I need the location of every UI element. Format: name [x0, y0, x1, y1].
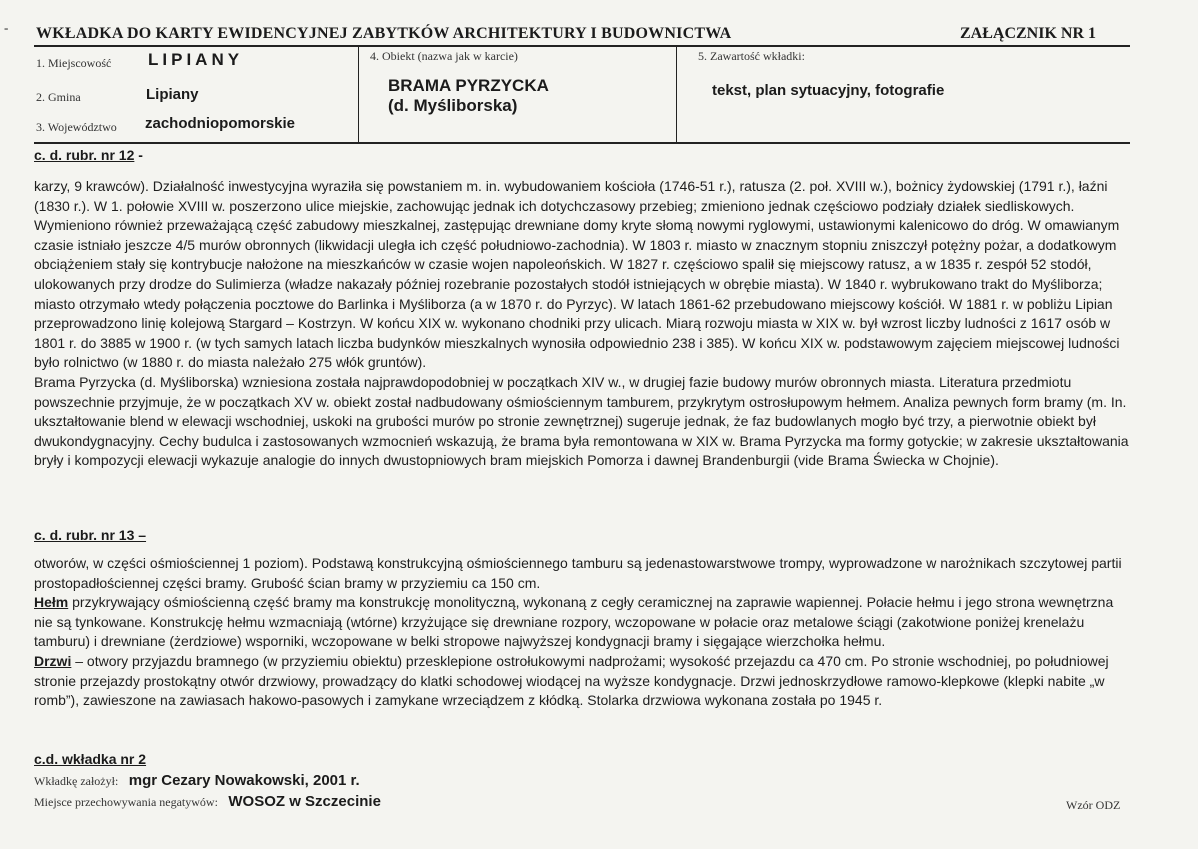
commune-value: Lipiany [146, 86, 199, 103]
contents-value: tekst, plan sytuacyjny, fotografie [712, 82, 945, 99]
voivodeship-label: 3. Województwo [36, 120, 117, 134]
helmet-paragraph [34, 593, 1132, 652]
section-12-heading-row [34, 147, 143, 163]
object-label: 4. Obiekt (nazwa jak w karcie) [370, 49, 518, 63]
doors-text: – otwory przyjazdu bramnego (w przyziemiu obiektu) przesklepione ostrołukowymi nadprożami; wysokość przejazdu ca 470 cm. Po stronie wschodniej, po południowej stronie przejazdy prostokątny otwór drzwiowy, prowadzący do klatki schodowej wiodącej na wyższe kondygnacje. Drzwi jednoskrzydłowe ramowo-klepkowe (klepki nabite „w romb”), zawieszone na zawiasach hakowo-pasowych i zamykane wrzeciądzem z kłódką. Stolarka drzwiowa wykonana została po 1945 r. [34, 652, 1109, 709]
annex-number: ZAŁĄCZNIK NR 1 [960, 25, 1097, 42]
continued-note: c.d. wkładka nr 2 [34, 751, 147, 767]
section-12-heading: c. d. rubr. nr 12 [34, 147, 135, 163]
helmet-text: przykrywający ośmiościenną część bramy ma konstrukcję monolityczną, wykonaną z cegły ceramicznej na zaprawie wapiennej. Połacie hełmu i jego strona wewnętrzna nie są tynkowane. Konstrukcję hełmu wzmacniają (wtórne) krzyżujące się drewniane rozpory, wczopowane w połacie oraz metalowe ściągi (zakotwione poniżej krenelażu tamburu) i drewniane (żerdziowe) wsporniki, wczopowane w belki stropowe najwyższej kondygnacji bramy i sięgające wierzchołka hełmu. [34, 594, 1114, 650]
header-divider-2 [676, 45, 677, 142]
author-label: Wkładkę założył: [34, 774, 119, 788]
section-13-heading: c. d. rubr. nr 13 – [34, 527, 147, 543]
section-12-heading-dash: - [134, 147, 143, 163]
contents-label: 5. Zawartość wkładki: [698, 49, 805, 63]
corner-mark: - [4, 20, 9, 35]
voivodeship-value: zachodniopomorskie [145, 115, 296, 132]
construction-paragraph: otworów, w części ośmiościennej 1 poziom). Podstawą konstrukcyjną ośmiościennego tamburu są jedenastowarstwowe trompy, wyprowadzone w narożnikach szczytowej partii prostopadłościennej części bramy. Grubość ścian bramy w przyziemiu ca 150 cm. [34, 555, 1122, 591]
header-divider-1 [358, 45, 359, 142]
doors-paragraph [34, 652, 1132, 711]
commune-label: 2. Gmina [36, 90, 81, 104]
history-paragraph: karzy, 9 krawców). Działalność inwestycyjna wyraziła się powstaniem m. in. wybudowaniem kościoła (1746-51 r.), ratusza (2. poł. XVIII w.), bożnicy żydowskiej (1791 r.), łaźni (1830 r.). W 1. połowie XVIII w. poszerzono ulice miejskie, zachowując jednak ich dotychczasowy przebieg; zmieniono jednak częściowo podziały działek siedliskowych. Wymieniono również przeważającą część zabudowy mieszkalnej, zastępując drewniane domy kryte słomą nowymi ryglowymi, ustawionymi kalenicowo do dróg. W omawianym czasie istniało jeszcze 4/5 murów obronnych (likwidacji uległa ich część południowo-zachodnia). W 1803 r. miasto w znacznym stopniu zniszczył potężny pożar, a dodatkowym obciążeniem stały się kontrybucje nałożone na mieszkańców w czasie wojen napoleońskich. W 1827 r. częściowo spalił się miejscowy ratusz, a w 1835 r. zespół 52 stodół, ulokowanych przy drodze do Sulimierza (władze nakazały później rozebranie pozostałych stodół istniejących w obrębie miasta). W 1840 r. wybrukowano trakt do Myśliborza; miasto otrzymało wtedy połączenia pocztowe do Barlinka i Myśliborza (a w 1870 r. do Pyrzyc). W latach 1861-62 przebudowano miejscowy kościół. W 1881 r. w pobliżu Lipian przeprowadzono linię kolejową Stargard – Kostrzyn. W końcu XIX w. wykonano chodniki przy ulicach. Miarą rozwoju miasta w XIX w. był wzrost liczby ludności z 1617 osób w 1801 r. do 3885 w 1900 r. (w tych samych latach liczba budynków mieszkalnych wynosiła odpowiednio 238 i 385). W końcu XIX w. podstawowym zajęciem miejscowej ludności było rolnictwo (w 1880 r. do miasta należało 275 włók gruntów). [34, 178, 1120, 371]
storage-row [34, 793, 381, 811]
locality-value: LIPIANY [148, 50, 244, 69]
form-template-label: Wzór ODZ [1066, 798, 1121, 812]
storage-label: Miejsce przechowywania negatywów: [34, 795, 218, 809]
author-value: mgr Cezary Nowakowski, 2001 r. [128, 772, 360, 789]
object-name: BRAMA PYRZYCKA [388, 76, 549, 95]
section-13-body [34, 554, 1132, 711]
locality-label: 1. Miejscowość [36, 56, 112, 70]
gate-description-paragraph: Brama Pyrzycka (d. Myśliborska) wzniesiona została najprawdopodobniej w początkach XIV w., w drugiej fazie budowy murów obronnych miasta. Literatura przedmiotu powszechnie przyjmuje, że w początkach XV w. obiekt został nadbudowany ośmiościennym tamburem, przykrytym ostrosłupowym hełmem. Analiza pewnych form bramy (m. In. ukształtowanie blend w elewacji wschodniej, uskoki na grubości murów po stronie zewnętrznej) sugeruje jednak, że faz budowlanych mogło być trzy, a pierwotnie obiekt był dwukondygnacyjny. Cechy budulca i zastosowanych wzmocnień wskazują, że brama była remontowana w XIX w. Brama Pyrzycka ma formy gotyckie; w zakresie ukształtowania bryły i kompozycji elewacji wykazuje analogie do innych dwustopniowych bram miejskich Pomorza i dawnej Brandenburgii (vide Brama Świecka w Chojnie). [34, 373, 1129, 469]
section-12-body [34, 177, 1132, 471]
header-bottom-rule [34, 142, 1130, 144]
object-former-name: (d. Myśliborska) [388, 96, 518, 115]
header-top-rule [34, 45, 1130, 47]
doors-label: Drzwi [34, 652, 72, 669]
storage-value: WOSOZ w Szczecinie [228, 793, 381, 810]
helmet-label: Hełm [34, 594, 69, 611]
author-row [34, 772, 360, 790]
document-title: WKŁADKA DO KARTY EWIDENCYJNEJ ZABYTKÓW ARCHITEKTURY I BUDOWNICTWA [36, 25, 732, 42]
